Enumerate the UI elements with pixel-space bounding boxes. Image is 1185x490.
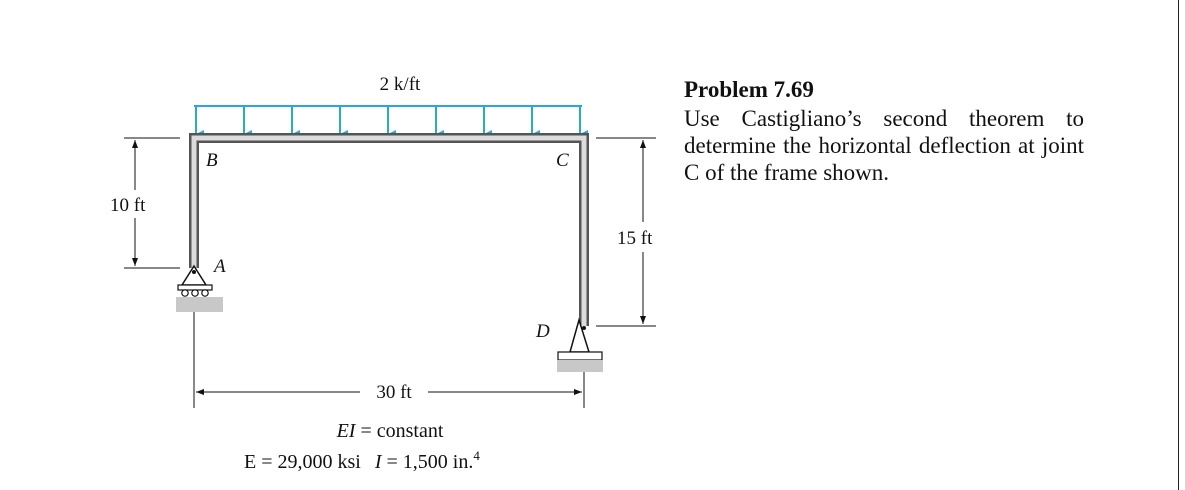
frame-members	[194, 138, 584, 326]
right-height-label: 15 ft	[617, 228, 653, 249]
material-properties: E = 29,000 ksi I = 1,500 in.$^4$	[244, 448, 480, 473]
joint-a-label: A	[214, 256, 226, 277]
ei-constant: EI = constant	[336, 420, 444, 442]
distributed-load	[194, 106, 582, 134]
span-label: 30 ft	[376, 382, 412, 403]
joint-b-label: B	[206, 150, 218, 171]
load-label: 2 k/ft	[379, 74, 421, 95]
joint-c-label: C	[556, 150, 569, 171]
pin-support-d	[557, 320, 603, 372]
joint-d-label: D	[536, 321, 550, 342]
problem-panel	[684, 76, 1084, 186]
left-height-label: 10 ft	[110, 195, 146, 216]
problem-statement: Use Castigliano’s second theorem to determine the horizontal deflection at joint C of the frame shown.	[684, 106, 1084, 185]
problem-title: Problem 7.69	[684, 77, 814, 102]
page-edge-divider	[1178, 0, 1179, 490]
